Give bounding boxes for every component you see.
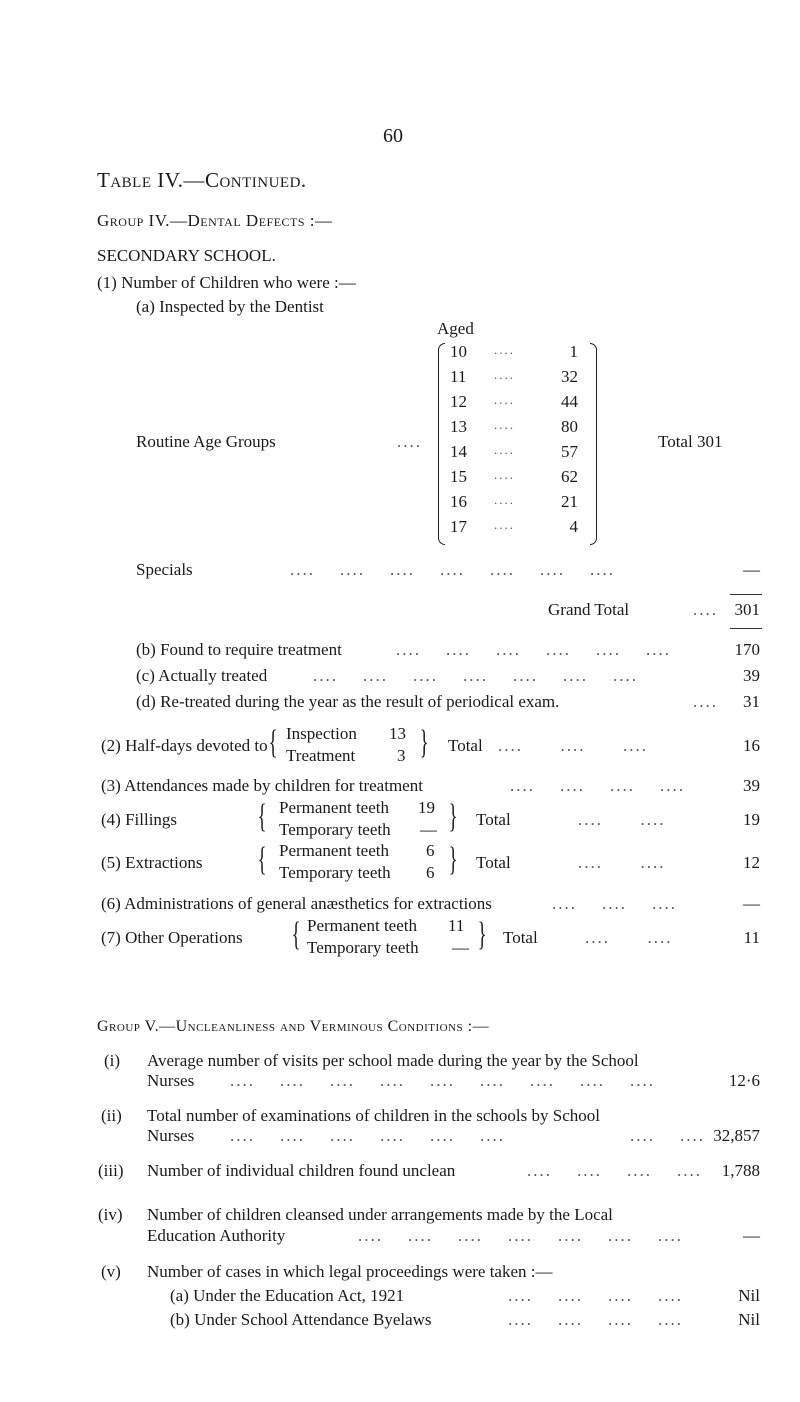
g5-i-line2: Nurses <box>147 1071 195 1090</box>
q6-value: — <box>743 894 760 913</box>
right-brace <box>590 343 597 545</box>
q4-label: (4) Fillings <box>101 810 178 829</box>
grand-total-rule-2 <box>730 628 762 629</box>
age-value: 11 <box>450 367 467 386</box>
q4-temp-value: — <box>420 820 437 839</box>
routine-total: Total 301 <box>658 432 723 451</box>
g5-v-num: (v) <box>101 1262 121 1281</box>
age-leader-dots: .... <box>494 442 515 457</box>
table-title: Table IV.—Continued. <box>97 168 307 192</box>
age-value: 14 <box>450 442 467 461</box>
q2-value: 16 <box>743 736 760 755</box>
grand-total-rule <box>730 594 762 595</box>
g5-ii-line2: Nurses <box>147 1126 195 1145</box>
q7-temp-value: — <box>452 938 469 957</box>
q4-value: 19 <box>743 810 760 829</box>
g5-ii-line1: Total number of examinations of children in the schools by School <box>147 1106 600 1125</box>
q5-temp: Temporary teeth <box>279 863 391 882</box>
g5-i-line1: Average number of visits per school made during the year by the School <box>147 1051 639 1070</box>
age-count: 32 <box>561 367 578 386</box>
g5-va-label: (a) Under the Education Act, 1921 <box>170 1286 405 1305</box>
g5-vb-value: Nil <box>738 1310 760 1329</box>
g5-va-value: Nil <box>738 1286 760 1305</box>
q2-inspection-value: 13 <box>389 724 406 743</box>
specials-value: — <box>743 560 760 579</box>
q7-label: (7) Other Operations <box>101 928 243 947</box>
age-value: 12 <box>450 392 467 411</box>
left-brace <box>438 343 445 545</box>
q3-label: (3) Attendances made by children for treatment <box>101 776 423 795</box>
g5-iii-line: Number of individual children found unclean <box>147 1161 456 1180</box>
age-value: 16 <box>450 492 467 511</box>
q4-perm-value: 19 <box>418 798 435 817</box>
g5-v-line: Number of cases in which legal proceedings were taken :— <box>147 1262 553 1281</box>
g5-iii-value: 1,788 <box>721 1161 760 1180</box>
age-leader-dots: .... <box>494 417 515 432</box>
age-leader-dots: .... <box>494 467 515 482</box>
age-count: 57 <box>561 442 578 461</box>
q7-total-label: Total <box>503 928 538 947</box>
age-value: 10 <box>450 342 467 361</box>
g5-iv-num: (iv) <box>98 1205 123 1224</box>
specials-label: Specials <box>136 560 193 579</box>
age-count: 4 <box>569 517 578 536</box>
school-heading: SECONDARY SCHOOL. <box>97 246 276 265</box>
g5-i-value: 12·6 <box>728 1071 760 1090</box>
g5-iv-line2: Education Authority <box>147 1226 286 1245</box>
g5-ii-num: (ii) <box>101 1106 122 1125</box>
age-count: 44 <box>561 392 578 411</box>
q1d-value: 31 <box>743 692 760 711</box>
q1c-value: 39 <box>743 666 760 685</box>
q2-inspection: Inspection <box>286 724 357 743</box>
q5-value: 12 <box>743 853 760 872</box>
page-number: 60 <box>383 125 403 147</box>
q1b-value: 170 <box>734 640 760 659</box>
q5-label: (5) Extractions <box>101 853 203 872</box>
group4-heading: Group IV.—Dental Defects :— <box>97 211 333 230</box>
age-value: 15 <box>450 467 467 486</box>
g5-iii-num: (iii) <box>98 1161 124 1180</box>
q1-label: (1) Number of Children who were :— <box>97 273 356 292</box>
age-leader-dots: .... <box>494 342 515 357</box>
q7-perm-value: 11 <box>448 916 465 935</box>
q2-treatment-value: 3 <box>397 746 406 765</box>
age-count: 80 <box>561 417 578 436</box>
q2-treatment: Treatment <box>286 746 356 765</box>
q2-label: (2) Half-days devoted to <box>101 736 268 755</box>
g5-iv-value: — <box>743 1226 760 1245</box>
q1d-label: (d) Re-treated during the year as the result of periodical exam. <box>136 692 560 711</box>
age-leader-dots: .... <box>494 367 515 382</box>
q1a-label: (a) Inspected by the Dentist <box>136 297 324 316</box>
q5-total-label: Total <box>476 853 511 872</box>
age-leader-dots: .... <box>494 492 515 507</box>
age-value: 13 <box>450 417 467 436</box>
grand-total-value: 301 <box>734 600 760 619</box>
q2-total-label: Total <box>448 736 483 755</box>
grand-total-label: Grand Total <box>548 600 630 619</box>
q4-perm: Permanent teeth <box>279 798 389 817</box>
q5-perm: Permanent teeth <box>279 841 389 860</box>
q7-perm: Permanent teeth <box>307 916 417 935</box>
q7-temp: Temporary teeth <box>307 938 419 957</box>
q3-value: 39 <box>743 776 760 795</box>
g5-ii-value: 32,857 <box>713 1126 760 1145</box>
age-count: 62 <box>561 467 578 486</box>
q4-temp: Temporary teeth <box>279 820 391 839</box>
q1b-label: (b) Found to require treatment <box>136 640 342 659</box>
routine-age-groups-label: Routine Age Groups <box>136 432 276 451</box>
q7-value: 11 <box>743 928 760 947</box>
g5-iv-line1: Number of children cleansed under arrangements made by the Local <box>147 1205 613 1224</box>
age-count: 21 <box>561 492 578 511</box>
q6-label: (6) Administrations of general anæsthetics for extractions <box>101 894 492 913</box>
age-value: 17 <box>450 517 467 536</box>
g5-i-num: (i) <box>104 1051 121 1070</box>
age-count: 1 <box>569 342 578 361</box>
q1c-label: (c) Actually treated <box>136 666 268 685</box>
q5-temp-value: 6 <box>426 863 435 882</box>
q4-total-label: Total <box>476 810 511 829</box>
age-leader-dots: .... <box>494 392 515 407</box>
age-leader-dots: .... <box>494 517 515 532</box>
group5-heading: Group V.—Uncleanliness and Verminous Conditions :— <box>97 1018 490 1035</box>
q5-perm-value: 6 <box>426 841 435 860</box>
g5-vb-label: (b) Under School Attendance Byelaws <box>170 1310 432 1329</box>
aged-label: Aged <box>437 319 474 338</box>
